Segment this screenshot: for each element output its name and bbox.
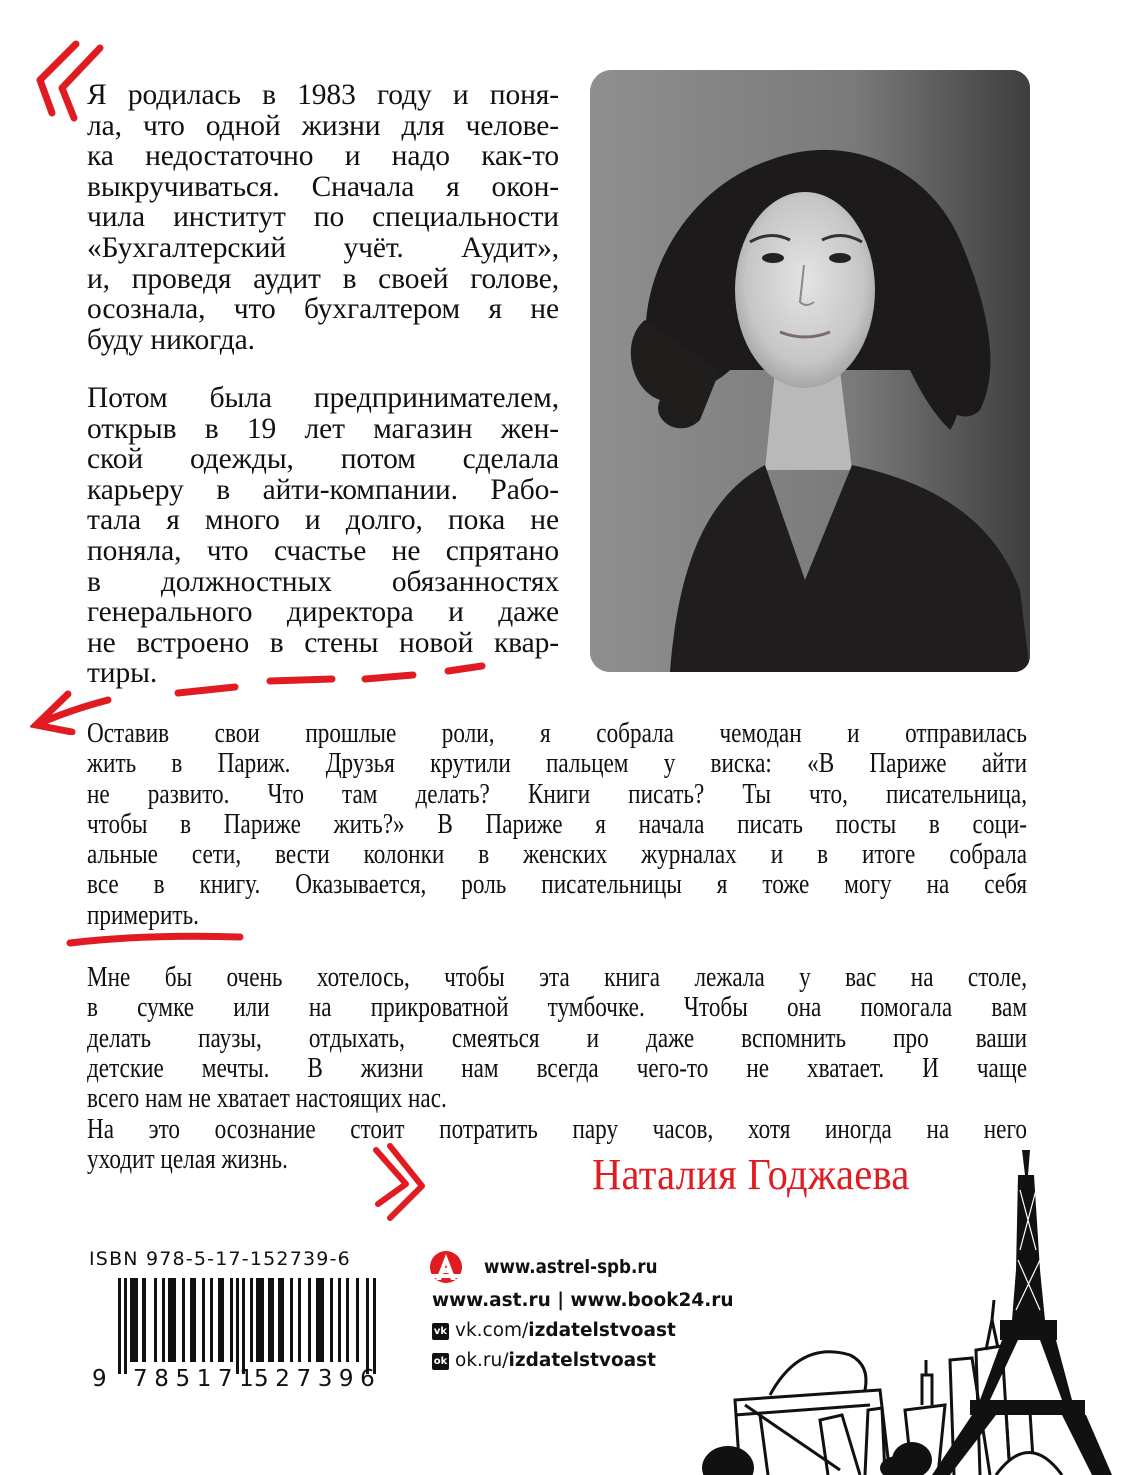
ok-icon: ok xyxy=(432,1353,449,1370)
text-line: альные сети, вести колонки в женских журналах и в итоге собрала xyxy=(87,838,1027,871)
text-line: все в книгу. Оказывается, роль писательницы я тоже могу на себя xyxy=(87,868,1027,901)
text-line: Потом была предпринимателем, xyxy=(87,382,559,414)
vk-prefix: vk.com/ xyxy=(455,1320,529,1341)
text-line: На это осознание стоит потратить пару часов, хотя иногда на него xyxy=(87,1113,1027,1145)
bio-paragraph-3 xyxy=(87,718,1027,930)
text-line: в сумке или на прикроватной тумбочке. Чтобы она помогала вам xyxy=(87,991,1027,1024)
publisher-sites-line[interactable]: www.ast.ru | www.book24.ru xyxy=(432,1290,734,1311)
text-line: открыв в 19 лет магазин жен- xyxy=(87,412,559,445)
text-line: не встроено в стены новой квар- xyxy=(87,626,559,659)
text-line: буду никогда. xyxy=(87,323,255,356)
text-line: ка недостаточно и надо как-то xyxy=(87,140,559,173)
publisher-main-site-link[interactable]: www.astrel-spb.ru xyxy=(484,1256,658,1278)
text-line: чтобы в Париже жить?» В Париже я начала писать посты в соци- xyxy=(87,807,1027,840)
text-line: и, проведя аудит в своей голове, xyxy=(87,262,559,295)
text-line: выкручиваться. Сначала я окон- xyxy=(87,170,559,203)
text-line: в должностных обязанностях xyxy=(87,565,559,598)
text-line: жить в Париж. Друзья крутили пальцем у виска: «В Париже айти xyxy=(87,747,1027,780)
bio-paragraph-1 xyxy=(87,80,559,355)
text-line: всего нам не хватает настоящих нас. xyxy=(87,1082,447,1115)
text-line: осознала, что бухгалтером я не xyxy=(87,293,559,326)
text-line: генерального директора и даже xyxy=(87,596,559,629)
ok-link[interactable] xyxy=(455,1350,656,1371)
city-skyline-illustration-icon xyxy=(700,1150,1130,1475)
text-line: Мне бы очень хотелось, чтобы эта книга лежала у вас на столе, xyxy=(87,961,1027,993)
close-quote-chevrons-icon xyxy=(368,1142,430,1224)
astrel-a-logo-icon xyxy=(428,1250,464,1284)
barcode-icon xyxy=(118,1278,378,1374)
text-line: ской одежды, потом сделала xyxy=(87,443,559,476)
vk-icon: vk xyxy=(432,1323,449,1340)
author-portrait-photo xyxy=(590,70,1030,672)
text-line: тиры. xyxy=(87,657,158,690)
underlined-word: примерить. xyxy=(87,898,199,931)
text-line: Оставив свои прошлые роли, я собрала чемодан и отправилась xyxy=(87,717,1027,749)
ean-digits-left: 785171 xyxy=(133,1366,261,1392)
text-line: чила институт по специальности xyxy=(87,201,559,234)
text-line: не развито. Что там делать? Книги писать? Ты что, писательница, xyxy=(87,777,1027,810)
text-line: уходит целая жизнь. xyxy=(87,1143,288,1176)
text-line: поняла, что счастье не спрятано xyxy=(87,534,559,567)
red-underline-icon xyxy=(64,930,248,950)
text-line: Я родилась в 1983 году и поня- xyxy=(87,79,559,111)
text-line: делать паузы, отдыхать, смеяться и даже вспомнить про ваши xyxy=(87,1021,1027,1054)
ok-prefix: ok.ru/ xyxy=(455,1350,509,1371)
vk-handle: izdatelstvoast xyxy=(528,1320,676,1341)
vk-link[interactable] xyxy=(455,1320,676,1341)
isbn-label: ISBN 978-5-17-152739-6 xyxy=(89,1248,351,1270)
text-line: тала я много и долго, пока не xyxy=(87,504,559,537)
text-line: ла, что одной жизни для челове- xyxy=(87,109,559,142)
bio-paragraph-2 xyxy=(87,383,559,689)
text-line: детские мечты. В жизни нам всегда чего-то не хватает. И чаще xyxy=(87,1051,1027,1084)
text-line: карьеру в айти-компании. Рабо- xyxy=(87,473,559,506)
portrait-photo-icon xyxy=(590,70,1030,672)
text-line: «Бухгалтерский учёт. Аудит», xyxy=(87,231,559,264)
ean-digits-right: 527396 xyxy=(254,1366,382,1392)
bio-paragraph-4 xyxy=(87,962,1027,1113)
ok-handle: izdatelstvoast xyxy=(508,1350,657,1371)
author-name: Наталия Годжаева xyxy=(592,1150,910,1199)
ean-digit-prefix: 9 xyxy=(92,1366,114,1392)
